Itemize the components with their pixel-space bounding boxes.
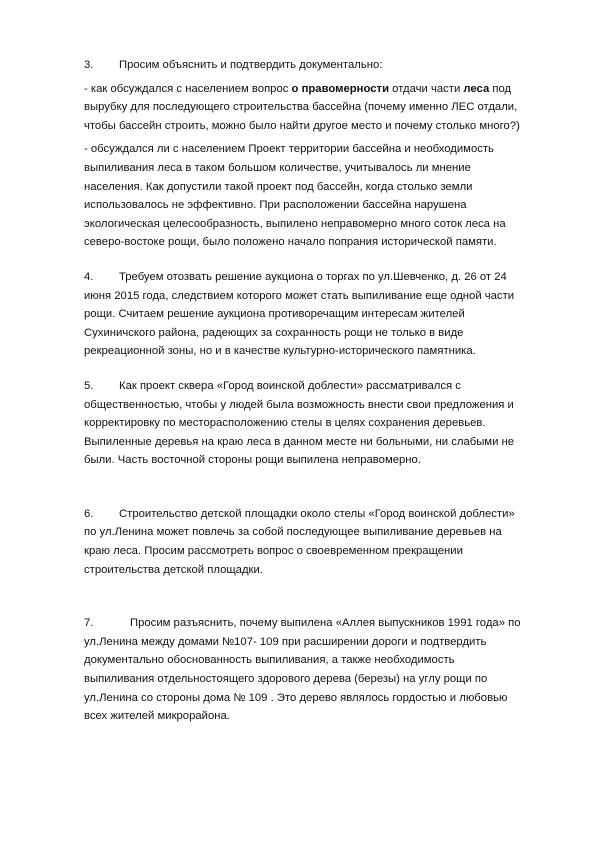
item-4 <box>84 268 524 361</box>
item-4-number: 4. <box>84 270 94 283</box>
item-3-bullet-1-bold-2: леса <box>463 82 490 95</box>
item-5-text: Как проект сквера «Город воинской доблести» рассматривался с общественностью, чтобы у людей была возможность внести свои предложения и корректировку по месторасположению стелы в целях сохранения деревьев. Выпиленные деревья на краю леса в данном месте ни больными, ни слабыми не были. Часть восточной стороны рощи выпилена неправомерно. <box>84 379 515 467</box>
item-3-bullet-1-part-1: - как обсуждался с населением вопрос <box>84 82 292 95</box>
item-3-bullet-1-bold-1: о правомерности <box>291 82 390 95</box>
item-6-number: 6. <box>84 507 94 520</box>
item-3-heading <box>84 56 524 75</box>
item-3-bullet-1-part-2: отдачи части <box>389 82 464 95</box>
item-7-number: 7. <box>84 617 94 630</box>
item-5-number: 5. <box>84 379 94 392</box>
item-3-number: 3. <box>84 59 94 71</box>
item-7-text: Просим разъяснить, почему выпилена «Аллея выпускников 1991 года» по ул.Ленина между домами №107- 109 при расширении дороги и подтвердить документально обоснованность выпиливания, а также необходимость выпиливания отдельностоящего здорового дерева (березы) на углу рощи по ул.Ленина со стороны дома № 109 . Это дерево являлось гордостью и любовью всех жителей микрорайона. <box>84 617 521 723</box>
item-4-text: Требуем отозвать решение аукциона о торгах по ул.Шевченко, д. 26 от 24 июня 2015 года, следствием которого может стать выпиливание еще одной части рощи. Считаем решение аукциона противоречащим интересам жителей Сухиничского района, радеющих за сохранность рощи не только в виде рекреационной зоны, но и в качестве культурно-исторического памятника. <box>84 270 515 358</box>
item-5 <box>84 377 524 470</box>
item-3-heading-text: Просим объяснить и подтвердить документально: <box>119 59 383 71</box>
item-3-bullet-1-part-3: под вырубку для последующего строительства бассейна (почему именно ЛЕС отдали, чтобы бассейн строить, можно было найти другое место и почему столько много?) <box>84 82 520 132</box>
item-7 <box>84 614 524 726</box>
item-6 <box>84 505 524 579</box>
item-3-bullet-1 <box>84 80 524 136</box>
item-6-text: Строительство детской площадки около стелы «Город воинской доблести» по ул.Ленина может повлечь за собой последующее выпиливание деревьев на краю леса. Просим рассмотреть вопрос о своевременном прекращении строительства детской площадки. <box>84 507 515 576</box>
document-body <box>84 56 524 726</box>
item-3-bullet-2: - обсуждался ли с населением Проект территории бассейна и необходимость выпиливания леса в таком большом количестве, учитывалось ли мнение населения. Как допустили такой проект под бассейн, когда столько земли использовалось не эффективно. При расположении бассейна нарушена экологическая целесообразность, выпилено неправомерно много соток леса на северо-востоке рощи, было положено начало попрания исторической памяти. <box>84 143 506 249</box>
